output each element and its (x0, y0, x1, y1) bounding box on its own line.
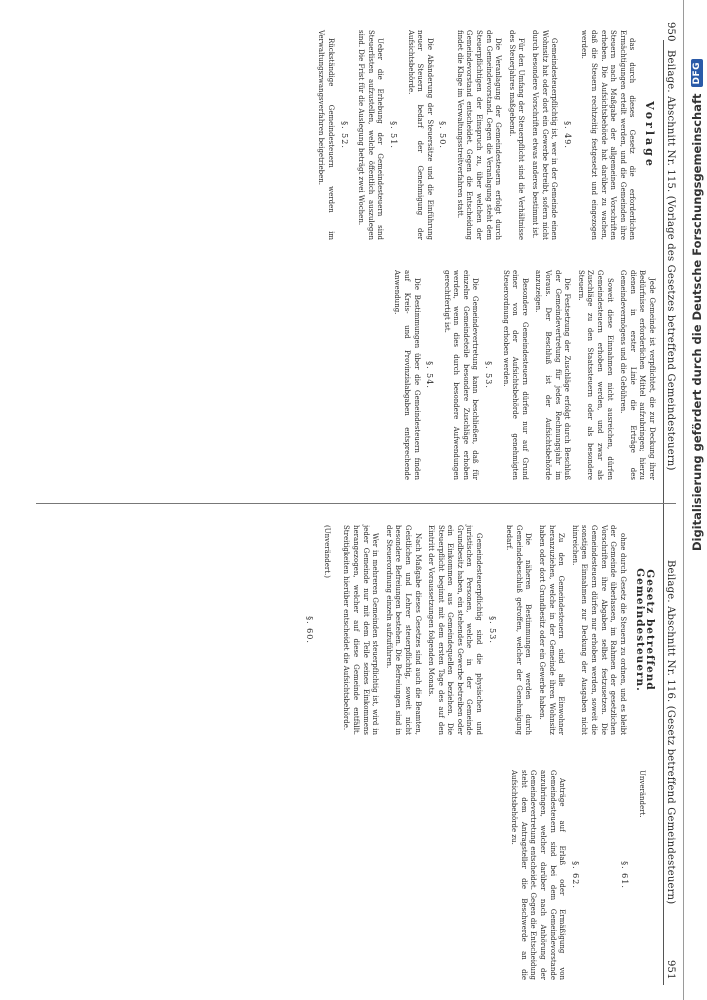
header-rule (663, 40, 664, 985)
paragraph: das durch dieses Gesetz die erforderlichen Ermächtigungen erteilt werden, und die Gemeinden ihre Steuern nach Maßgabe der allgemeinen Vorschriften erheben. Die Aufsichtsbehörde hat darüber zu wachen, daß die Steuern rechtzeitig festgesetzt und eingezogen werden. (580, 30, 637, 240)
side-banner-content (687, 5, 707, 605)
paragraph-number: §. 49. (562, 121, 572, 149)
page-number-right: 951 (665, 960, 676, 980)
paragraph-number: §. 53. (487, 616, 497, 644)
paragraph: Die Festsetzung der Zuschläge erfolgt durch Beschluß der Gemeindevertretung für jedes Rechnungsjahr im Voraus. Der Beschluß ist der Aufsichtsbehörde anzuzeigen. (534, 270, 572, 480)
paragraph: Ueber die Erhebung der Gemeindesteuern sind Steuerlisten aufzustellen, welche öffentlich auszulegen sind. Die Frist für die Auslegung beträgt zwei Wochen. (357, 30, 385, 240)
paragraph-number: §. 50. (438, 121, 448, 149)
side-banner (686, 0, 707, 1000)
paragraph: Die Veranlagung der Gemeindesteuern erfolgt durch den Gemeindevorstand. Gegen die Veranlagung steht dem Steuerpflichtigen der Einspruch zu, über welchen der Gemeindevorstand entscheidet. Gegen die Entscheidung findet die Klage im Verwaltungsstreitverfahren statt. (455, 30, 503, 240)
paragraph-number: §. 61. (620, 861, 630, 889)
paragraph-number: §. 60. (305, 616, 315, 644)
page-edge (683, 0, 684, 1000)
paragraph: Soweit diese Einnahmen nicht ausreichen, dürfen Gemeindesteuern erhoben werden, und zwar als Zuschläge zu den Staatssteuern oder als besondere Steuern. (576, 270, 614, 480)
paragraph: Für den Umfang der Steuerpflicht sind die Verhältnisse des Steuerjahres maßgebend. (507, 30, 526, 240)
paragraph: Rückständige Gemeindesteuern werden im Verwaltungszwangsverfahren beigetrieben. (317, 30, 335, 240)
paragraph-number: §. 62. (570, 861, 580, 889)
paragraph: Gemeindesteuerpflichtig ist, wer in der Gemeinde einen Wohnsitz hat oder dort ein Gewerbe betreibt, sofern nicht durch besondere Vorschriften etwas anderes bestimmt ist. (531, 30, 559, 240)
paragraph: Gemeindesteuerpflichtig sind die physischen und juristischen Personen, welche in der Gemeinde Grundbesitz haben, ein stehendes Gewerbe betreiben oder ein Einkommen aus Gemeindequellen beziehen. Die Steuerpflicht beginnt mit dem ersten Tage des auf den Eintritt der Voraussetzungen folgenden Monats. (427, 525, 484, 735)
column-4 (505, 770, 656, 980)
paragraph-number: §. 54. (425, 361, 435, 389)
digitization-notice: Digitalisierung gefördert durch die Deutsche Forschungsgemeinschaft (689, 93, 704, 552)
paragraph-number: §. 52. (339, 121, 349, 149)
running-head-right: Beilage. Abschnitt Nr. 116. (Gesetz betreffend Gemeindesteuern) (665, 560, 676, 905)
paragraph: ohne durch Gesetz die Steuern zu ordnen, und es bleibt der Gemeinde überlassen, im Rahmen der gesetzlichen Vorschriften ihre Abgaben selbst festzusetzen. Die Gemeindesteuern dürfen nur erhoben werden, soweit die sonstigen Einnahmen zur Deckung der Ausgaben nicht hinreichen. (570, 525, 627, 735)
paragraph: Die näheren Bestimmungen werden durch Gemeindebeschluß getroffen, welcher der Genehmigung bedarf. (505, 525, 533, 735)
unchanged-note: Unverändert. (638, 770, 646, 818)
paragraph: Die Bestimmungen über die Gemeindesteuern finden auf Kreis- und Provinzialabgaben entsprechende Anwendung. (393, 270, 421, 480)
running-head-left: Beilage. Abschnitt Nr. 115. (Vorlage des Gesetzes betreffend Gemeindesteuern) (665, 50, 676, 471)
dfg-logo: DFG (691, 59, 703, 88)
paragraph: Besondere Gemeindesteuern dürfen nur auf Grund einer von der Aufsichtsbehörde genehmigten Steuerordnung erhoben werden. (501, 270, 529, 480)
paragraph: Die Gemeindevertretung kann beschließen, daß für einzelne Gemeindeteile besondere Zuschläge erhoben werden, wenn dies durch besondere Aufwendungen gerechtfertigt ist. (442, 270, 480, 480)
column-1 (312, 30, 656, 240)
column-2 (388, 270, 656, 480)
paragraph: Nach Maßgabe dieses Gesetzes sind auch die Beamten, Geistlichen und Lehrer steuerpflichtig, soweit nicht besondere Befreiungen bestehen. Die Befreiungen sind in der Steuerordnung einzeln aufzuführen. (384, 525, 422, 735)
section-title-vorlage: Vorlage (643, 101, 656, 169)
column-3 (301, 525, 656, 735)
paragraph: Jede Gemeinde ist verpflichtet, die zur Deckung ihrer Bedürfnisse erforderlichen Mittel aufzubringen; hierzu dienen in erster Linie die Erträge des Gemeindevermögens und die Gebühren. (619, 270, 656, 480)
unchanged-note: (Unverändert.) (322, 525, 331, 579)
paragraph: Anträge auf Erlaß oder Ermäßigung von Gemeindesteuern sind bei dem Gemeindevorstande anzubringen, welcher darüber nach Anhörung der Gemeindevertretung entscheidet. Gegen die Entscheidung steht dem Antragsteller die Beschwerde an die Aufsichtsbehörde zu. (510, 770, 567, 980)
paragraph: Zu den Gemeindesteuern sind alle Einwohner heranzuziehen, welche in der Gemeinde ihren Wohnsitz haben oder dort Grundbesitz oder ein Gewerbe haben. (538, 525, 566, 735)
section-title-gesetz: Gesetz betreffend Gemeindesteuern. (634, 568, 656, 692)
paragraph: Wer in mehreren Gemeinden steuerpflichtig ist, wird in jeder Gemeinde nur mit dem Teile seines Einkommens herangezogen, welcher auf diese Gemeinde entfällt. Streitigkeiten hierüber entscheidet die Aufsichtsbehörde. (342, 525, 380, 735)
gutter-rule (36, 503, 676, 504)
paragraph: Die Abänderung der Steuersätze und die Einführung neuer Steuern bedarf der Genehmigung der Aufsichtsbehörde. (406, 30, 434, 240)
paragraph-number: §. 51. (388, 121, 398, 149)
paragraph-number: §. 53. (484, 361, 494, 389)
page-number-left: 950 (665, 22, 676, 42)
